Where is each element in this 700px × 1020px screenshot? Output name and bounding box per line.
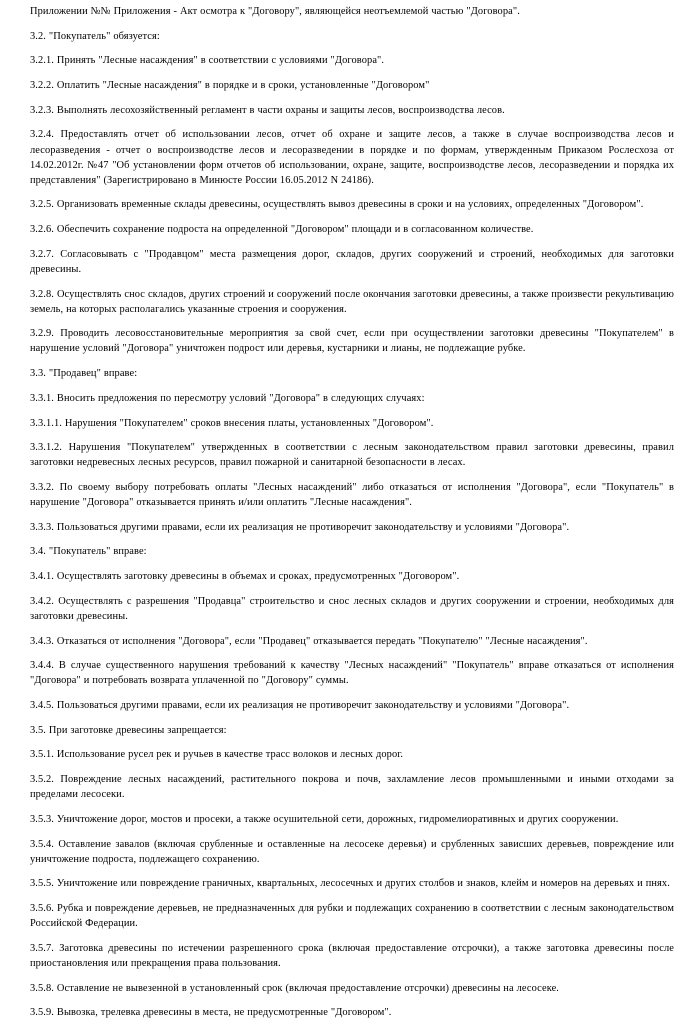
clause-list bbox=[30, 4, 674, 1020]
clause-3-5-7: 3.5.7. Заготовка древесины по истечении разрешенного срока (включая предоставление отсрочки), а также заготовка древесины после приостановления или прекращения права пользования. bbox=[30, 942, 674, 969]
clause-3-4-1: 3.4.1. Осуществлять заготовку древесины в объемах и сроках, предусмотренных "Договором". bbox=[30, 571, 460, 583]
clause-3-2: 3.2. "Покупатель" обязуется: bbox=[30, 30, 160, 42]
clause-3-2-9: 3.2.9. Проводить лесовосстановительные мероприятия за свой счет, если при осуществлении заготовки древесины "Покупателем" в нарушение условий "Договора" уничтожен подрост или деревья, кустарники и лианы, не подлежащие рубке. bbox=[30, 328, 674, 355]
clause-3-5-6: 3.5.6. Рубка и повреждение деревьев, не предназначенных для рубки и подлежащих сохранению в соответствии с лесным законодательством Российской Федерации. bbox=[30, 903, 674, 930]
clause-3-5-3: 3.5.3. Уничтожение дорог, мостов и просеки, а также осушительной сети, дорожных, гидромелиоративных и других сооружении. bbox=[30, 813, 619, 825]
clause-3-4: 3.4. "Покупатель" вправе: bbox=[30, 546, 147, 558]
clause-3-5-1: 3.5.1. Использование русел рек и ручьев в качестве трасс волоков и лесных дорог. bbox=[30, 749, 404, 761]
clause-3-2-1: 3.2.1. Принять "Лесные насаждения" в соответствии с условиями "Договора". bbox=[30, 55, 385, 67]
clause-3-2-4: 3.2.4. Предоставлять отчет об использовании лесов, отчет об охране и защите лесов, а также в случае воспроизводства лесов и лесоразведения - отчет о воспроизводстве лесов и лесоразведении в порядке и по формам, утвержденным Приказом Рослесхоза от 14.02.2012г. №47 "Об установлении форм отчетов об использовании, охране, защите, воспроизводстве лесов, лесоразведении и порядка их представления" (Зарегистрировано в Минюсте России 16.05.2012 N 24186). bbox=[30, 129, 674, 186]
clause-3-5-9: 3.5.9. Вывозка, трелевка древесины в места, не предусмотренные "Договором". bbox=[30, 1007, 392, 1019]
clause-3-2-3: 3.2.3. Выполнять лесохозяйственный регламент в части охраны и защиты лесов, воспроизводства лесов. bbox=[30, 104, 505, 116]
clause-3-4-3: 3.4.3. Отказаться от исполнения "Договора", если "Продавец" отказывается передать "Покупателю" "Лесные насаждения". bbox=[30, 635, 588, 647]
clause-3-3: 3.3. "Продавец" вправе: bbox=[30, 368, 138, 380]
intro-appendix: Приложении №№ Приложения - Акт осмотра к "Договору", являющейся неотъемлемой частью "Договора". bbox=[30, 6, 520, 17]
clause-3-3-1-2: 3.3.1.2. Нарушения "Покупателем" утвержденных в соответствии с лесным законодательством правил заготовки древесины, правил заготовки недревесных лесных ресурсов, правил пожарной и санитарной безопасности в лесах. bbox=[30, 442, 674, 469]
clause-3-2-8: 3.2.8. Осуществлять снос складов, других строений и сооружений после окончания заготовки древесины, а также произвести рекультивацию земель, на которых располагались указанные строения и сооружения. bbox=[30, 288, 674, 315]
clause-3-2-7: 3.2.7. Согласовывать с "Продавцом" места размещения дорог, складов, других сооружений и строений, необходимых для заготовки древесины. bbox=[30, 248, 674, 275]
clause-3-2-6: 3.2.6. Обеспечить сохранение подроста на определенной "Договором" площади и в согласованном количестве. bbox=[30, 224, 534, 236]
clause-3-3-1-1: 3.3.1.1. Нарушения "Покупателем" сроков внесения платы, установленных "Договором". bbox=[30, 417, 434, 429]
clause-3-3-3: 3.3.3. Пользоваться другими правами, если их реализация не противоречит законодательству и условиями "Договора". bbox=[30, 521, 570, 533]
clause-3-2-2: 3.2.2. Оплатить "Лесные насаждения" в порядке и в сроки, установленные "Договором" bbox=[30, 80, 430, 92]
clause-3-5-8: 3.5.8. Оставление не вывезенной в установленный срок (включая предоставление отсрочки) древесины на лесосеке. bbox=[30, 982, 560, 994]
clause-3-5-5: 3.5.5. Уничтожение или повреждение граничных, квартальных, лесосечных и других столбов и знаков, клейм и номеров на деревьях и пнях. bbox=[30, 878, 670, 890]
clause-3-5: 3.5. При заготовке древесины запрещается: bbox=[30, 724, 227, 736]
clause-3-5-4: 3.5.4. Оставление завалов (включая срубленные и оставленные на лесосеке деревья) и срубленных зависших деревьев, повреждение или уничтожение подроста, подлежащего сохранению. bbox=[30, 838, 674, 865]
clause-3-2-5: 3.2.5. Организовать временные склады древесины, осуществлять вывоз древесины в сроки и на условиях, определенных "Договором". bbox=[30, 199, 644, 211]
clause-3-5-2: 3.5.2. Повреждение лесных насаждений, растительного покрова и почв, захламление лесов промышленными и иными отходами за пределами лесосеки. bbox=[30, 774, 674, 801]
clause-3-4-2: 3.4.2. Осуществлять с разрешения "Продавца" строительство и снос лесных складов и других сооружении и строении, необходимых для заготовки древесины. bbox=[30, 595, 674, 622]
clause-3-3-1: 3.3.1. Вносить предложения по пересмотру условий "Договора" в следующих случаях: bbox=[30, 392, 425, 404]
clause-3-4-4: 3.4.4. В случае существенного нарушения требований к качеству "Лесных насаждений" "Покупатель" вправе отказаться от исполнения "Договора" и потребовать возврата уплаченной по "Договору" суммы. bbox=[30, 660, 674, 687]
clause-3-3-2: 3.3.2. По своему выбору потребовать оплаты "Лесных насаждений" либо отказаться от исполнения "Договора", если "Покупатель" в нарушение "Договора" отказывается принять и/или оплатить "Лесные насаждения". bbox=[30, 481, 674, 509]
clause-3-4-5: 3.4.5. Пользоваться другими правами, если их реализация не противоречит законодательству и условиями "Договора". bbox=[30, 700, 570, 712]
